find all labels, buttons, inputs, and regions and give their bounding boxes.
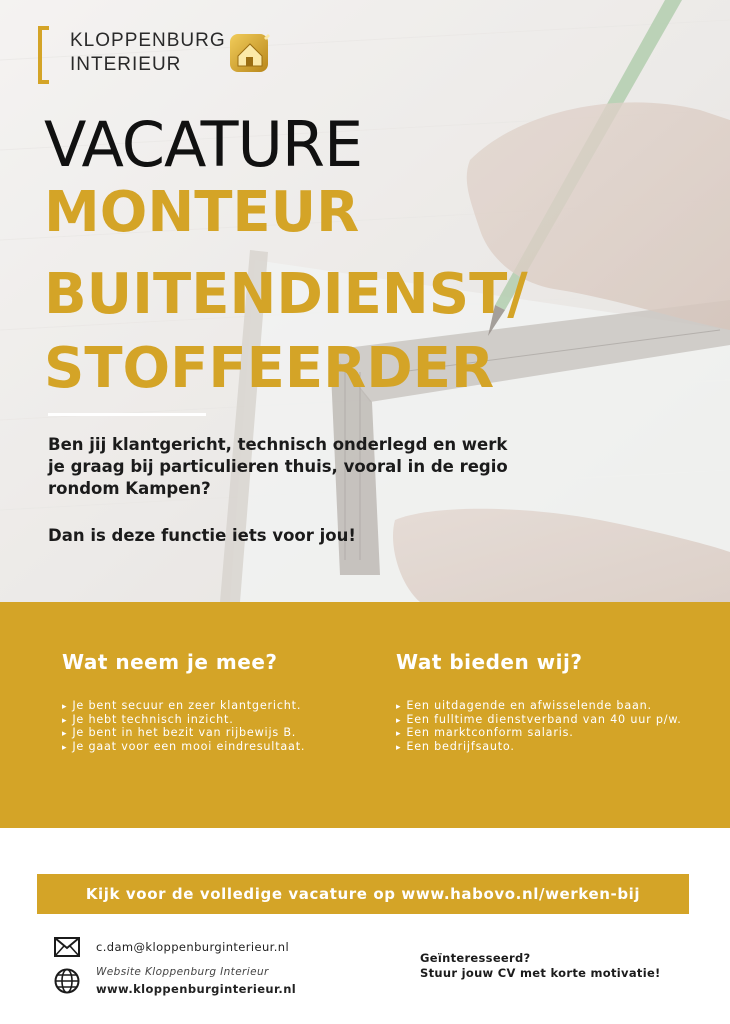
offer-column: [396, 650, 682, 754]
contact-email[interactable]: c.dam@kloppenburginterieur.nl: [96, 940, 290, 954]
logo-subname: INTERIEUR: [70, 54, 182, 75]
list-item: ▸ Je hebt technisch inzicht.: [62, 714, 305, 728]
requirements-column: [62, 650, 305, 754]
offer-heading: Wat bieden wij?: [396, 650, 583, 674]
list-item: ▸ Je gaat voor een mooi eindresultaat.: [62, 741, 305, 755]
company-logo: [38, 26, 288, 82]
globe-icon: [54, 968, 80, 994]
requirements-list: [62, 700, 305, 754]
logo-bracket: [38, 26, 49, 84]
job-title-line-2: BUITENDIENST/: [44, 262, 528, 327]
list-item: ▸ Een uitdagende en afwisselende baan.: [396, 700, 682, 714]
website-label: Website Kloppenburg Interieur: [96, 966, 269, 978]
apply-note: [420, 951, 661, 981]
list-item: ▸ Een marktconform salaris.: [396, 727, 682, 741]
contact-block: [54, 934, 374, 1004]
house-badge-icon: [228, 30, 272, 74]
apply-note-line-1: Geïnteresseerd?: [420, 951, 531, 965]
intro-cta: Dan is deze functie iets voor jou!: [48, 526, 356, 545]
apply-note-line-2: Stuur jouw CV met korte motivatie!: [420, 966, 661, 980]
vacancy-link-banner[interactable]: [37, 874, 689, 914]
list-item: ▸ Je bent in het bezit van rijbewijs B.: [62, 727, 305, 741]
list-item: ▸ Je bent secuur en zeer klantgericht.: [62, 700, 305, 714]
vacancy-link-text[interactable]: Kijk voor de volledige vacature op www.habovo.nl/werken-bij: [85, 885, 641, 903]
vacancy-label: VACATURE: [44, 108, 363, 181]
list-item: ▸ Een fulltime dienstverband van 40 uur p/w.: [396, 714, 682, 728]
logo-name: KLOPPENBURG: [70, 30, 226, 51]
intro-question: Ben jij klantgericht, technisch onderlegd en werk je graag bij particulieren thuis, vooral in de regio rondom Kampen?: [48, 435, 508, 498]
job-title-line-1: MONTEUR: [44, 180, 360, 245]
list-item: ▸ Een bedrijfsauto.: [396, 741, 682, 755]
details-section: [0, 602, 730, 828]
mail-icon: [54, 937, 80, 957]
offer-list: [396, 700, 682, 754]
divider-line: [48, 413, 206, 416]
job-title-line-3: STOFFEERDER: [44, 336, 495, 401]
requirements-heading: Wat neem je mee?: [62, 650, 278, 674]
website-url[interactable]: www.kloppenburginterieur.nl: [96, 982, 297, 996]
